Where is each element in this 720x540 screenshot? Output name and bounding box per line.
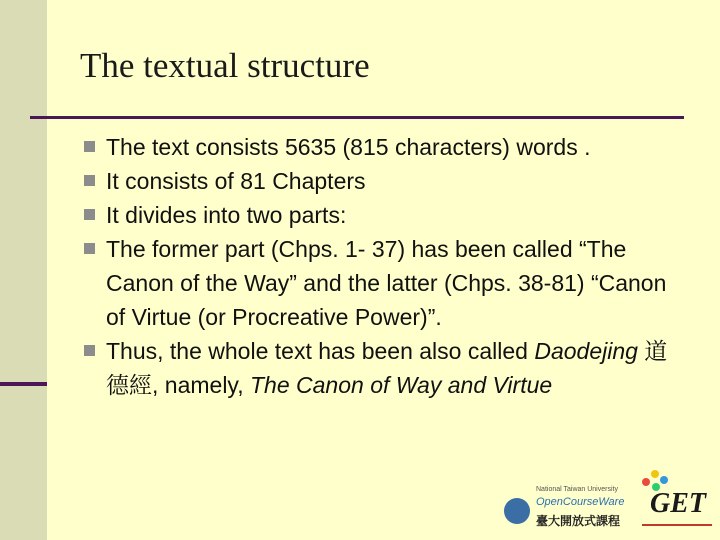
bullet-item bbox=[84, 130, 684, 164]
bullet-item bbox=[84, 232, 684, 334]
bullet-text: The Canon of Way and Virtue bbox=[250, 372, 553, 398]
get-logo bbox=[636, 464, 714, 532]
bullet-marker-icon bbox=[84, 175, 95, 186]
bullet-text: , namely, bbox=[152, 372, 250, 398]
bullet-text: The text consists 5635 (815 characters) words . bbox=[106, 134, 591, 160]
bullet-text: 道德經 bbox=[106, 338, 668, 398]
bullet-text: Daodejing bbox=[534, 338, 638, 364]
bullet-marker-icon bbox=[84, 243, 95, 254]
ntu-logo-line3: 臺大開放式課程 bbox=[536, 514, 621, 528]
slide-title: The textual structure bbox=[80, 46, 370, 85]
bullet-text: It consists of 81 Chapters bbox=[106, 168, 366, 194]
footer-logos bbox=[504, 464, 714, 534]
bullet-text: It divides into two parts: bbox=[106, 202, 347, 228]
bullet-item bbox=[84, 164, 684, 198]
left-sidebar-band bbox=[0, 0, 47, 540]
ntu-opencourseware-logo bbox=[504, 474, 644, 532]
bullet-text: Thus, the whole text has been also called bbox=[106, 338, 535, 364]
ntu-badge-icon bbox=[504, 498, 530, 524]
bullet-text: The former part (Chps. 1- 37) has been called “The Canon of the Way” and the latter (Chps. 38-81) “Canon of Virtue (or Procreative Power)”. bbox=[106, 236, 667, 330]
bullet-marker-icon bbox=[84, 345, 95, 356]
ntu-logo-line1: National Taiwan University bbox=[536, 486, 618, 493]
get-logo-text: GET bbox=[650, 488, 706, 519]
bullet-marker-icon bbox=[84, 141, 95, 152]
bullet-item bbox=[84, 334, 684, 402]
bullet-marker-icon bbox=[84, 209, 95, 220]
bullet-list bbox=[84, 130, 684, 402]
sidebar-accent-bar bbox=[0, 382, 47, 386]
get-logo-underline bbox=[642, 524, 712, 526]
ntu-logo-line2: OpenCourseWare bbox=[536, 496, 625, 508]
bullet-item bbox=[84, 198, 684, 232]
title-divider bbox=[30, 116, 684, 119]
